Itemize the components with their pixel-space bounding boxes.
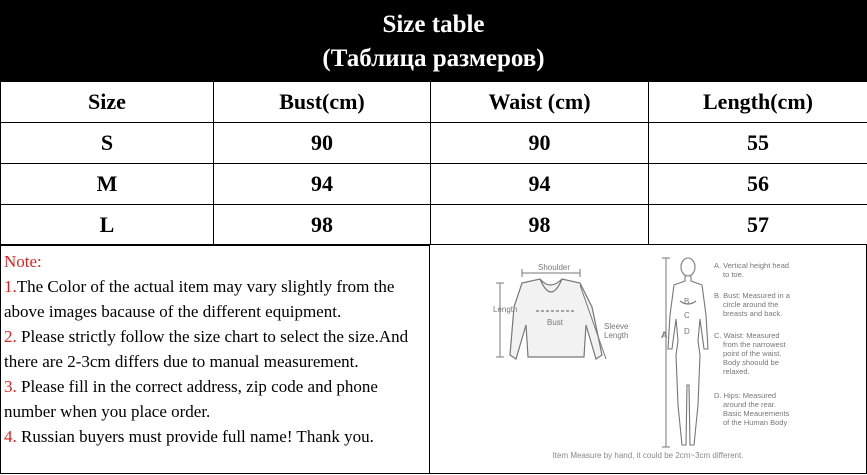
page-subtitle: (Таблица размеров) bbox=[322, 45, 545, 72]
note-text: The Color of the actual item may vary slightly from the above images bacause of the different equipment. bbox=[4, 277, 395, 321]
table-row bbox=[1, 123, 867, 164]
bust-label: Bust bbox=[547, 318, 564, 327]
svg-text:Basic Meaurements: Basic Meaurements bbox=[723, 409, 790, 418]
legend-d bbox=[714, 391, 790, 427]
column-header-size: Size bbox=[1, 82, 214, 123]
svg-text:breasts and back.: breasts and back. bbox=[723, 309, 783, 318]
svg-text:around the rear.: around the rear. bbox=[723, 400, 776, 409]
column-header-bust: Bust(cm) bbox=[214, 82, 431, 123]
body-figure-icon bbox=[668, 258, 708, 445]
size-cell: S bbox=[1, 123, 214, 164]
size-table-header bbox=[1, 82, 867, 123]
length-dimension bbox=[496, 283, 504, 357]
note-item bbox=[4, 274, 427, 324]
legend-a bbox=[714, 261, 789, 279]
note-text: Please fill in the correct address, zip code and phone number when you place order. bbox=[4, 377, 378, 421]
waist-cell: 94 bbox=[431, 164, 649, 205]
note-number: 4. bbox=[4, 427, 17, 446]
svg-text:relaxed.: relaxed. bbox=[723, 367, 750, 376]
svg-text:to toe.: to toe. bbox=[723, 270, 744, 279]
letter-a: A bbox=[661, 330, 668, 340]
note-item bbox=[4, 324, 427, 374]
length-cell: 57 bbox=[649, 205, 867, 246]
note-number: 1. bbox=[4, 277, 17, 296]
title-banner bbox=[0, 0, 867, 81]
notes-panel bbox=[0, 244, 430, 474]
diagram-footer: Item Measure by hand, it could be 2cm~3cm different. bbox=[552, 451, 744, 460]
bust-cell: 94 bbox=[214, 164, 431, 205]
table-row bbox=[1, 164, 867, 205]
length-cell: 55 bbox=[649, 123, 867, 164]
length-label: Length bbox=[493, 305, 518, 314]
svg-text:Body shoould be: Body shoould be bbox=[723, 358, 779, 367]
waist-cell: 90 bbox=[431, 123, 649, 164]
size-cell: L bbox=[1, 205, 214, 246]
size-cell: M bbox=[1, 164, 214, 205]
length-cell: 56 bbox=[649, 164, 867, 205]
column-header-waist: Waist (cm) bbox=[431, 82, 649, 123]
svg-text:point of the waist.: point of the waist. bbox=[723, 349, 782, 358]
notes-title: Note: bbox=[4, 252, 42, 271]
measurement-illustration bbox=[430, 245, 867, 475]
svg-text:D. Hips: Measured: D. Hips: Measured bbox=[714, 391, 777, 400]
svg-text:of the Human Body: of the Human Body bbox=[723, 418, 788, 427]
sleeve-label-line1: Sleeve bbox=[604, 322, 629, 331]
legend-b bbox=[714, 291, 791, 318]
bust-cell: 98 bbox=[214, 205, 431, 246]
note-text: Russian buyers must provide full name! Thank you. bbox=[16, 427, 374, 446]
bust-cell: 90 bbox=[214, 123, 431, 164]
size-table bbox=[0, 81, 867, 246]
note-number: 2. bbox=[4, 327, 17, 346]
shoulder-label: Shoulder bbox=[538, 263, 571, 272]
sleeve-label-line2: Length bbox=[604, 331, 629, 340]
note-item bbox=[4, 374, 427, 424]
measurement-diagram bbox=[430, 244, 867, 474]
svg-text:from the narrowest: from the narrowest bbox=[723, 340, 786, 349]
table-row bbox=[1, 205, 867, 246]
note-item bbox=[4, 424, 427, 449]
waist-cell: 98 bbox=[431, 205, 649, 246]
letter-d: D bbox=[684, 327, 690, 336]
svg-text:circle around the: circle around the bbox=[723, 300, 779, 309]
svg-text:C. Waist: Measured: C. Waist: Measured bbox=[714, 331, 780, 340]
column-header-length: Length(cm) bbox=[649, 82, 867, 123]
note-number: 3. bbox=[4, 377, 17, 396]
page-title: Size table bbox=[382, 11, 485, 38]
note-text: Please strictly follow the size chart to select the size.And there are 2-3cm differs due to manual measurement. bbox=[4, 327, 409, 371]
legend-c bbox=[714, 331, 786, 376]
letter-c: C bbox=[684, 311, 690, 320]
height-dimension bbox=[662, 258, 670, 447]
svg-text:B. Bust: Measured in a: B. Bust: Measured in a bbox=[714, 291, 790, 300]
svg-text:A. Vertical height head: A. Vertical height head bbox=[714, 261, 790, 270]
letter-b: B bbox=[684, 297, 690, 306]
